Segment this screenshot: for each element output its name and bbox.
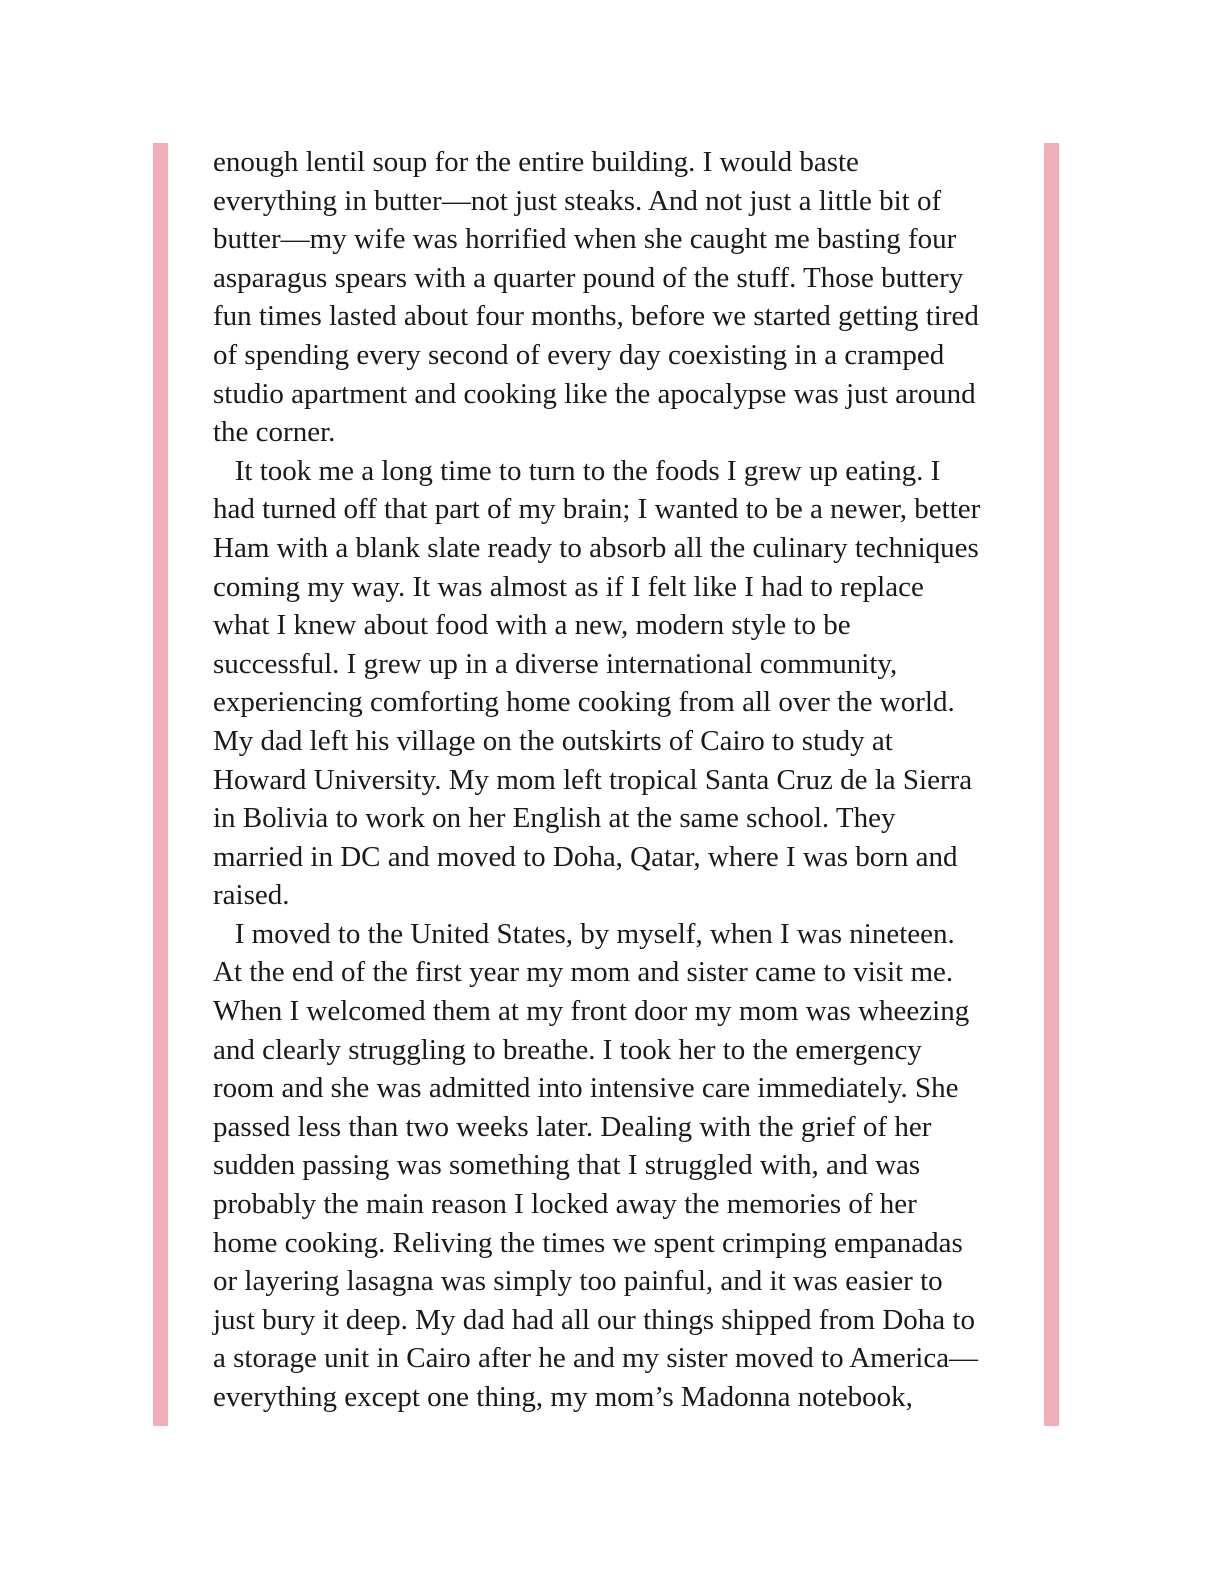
text-line: and clearly struggling to breathe. I took her to the emergency — [213, 1033, 922, 1066]
text-line: enough lentil soup for the entire building. I would baste — [213, 146, 859, 178]
text-line: studio apartment and cooking like the apocalypse was just around — [213, 377, 976, 410]
text-line: room and she was admitted into intensive care immediately. She — [213, 1072, 959, 1105]
text-line: raised. — [213, 879, 290, 912]
text-line: sudden passing was something that I struggled with, and was — [213, 1149, 921, 1182]
text-line: passed less than two weeks later. Dealing with the grief of her — [213, 1110, 932, 1143]
text-line: My dad left his village on the outskirts of Cairo to study at — [213, 724, 893, 757]
text-line: asparagus spears with a quarter pound of the stuff. Those buttery — [213, 261, 964, 294]
text-line: coming my way. It was almost as if I felt like I had to replace — [213, 570, 924, 603]
text-line: had turned off that part of my brain; I wanted to be a newer, better — [213, 493, 981, 526]
text-line: married in DC and moved to Doha, Qatar, where I was born and — [213, 840, 958, 873]
text-line: probably the main reason I locked away the memories of her — [213, 1188, 917, 1221]
text-line: or layering lasagna was simply too painful, and it was easier to — [213, 1265, 943, 1298]
text-line: fun times lasted about four months, before we started getting tired — [213, 300, 979, 333]
text-line: everything except one thing, my mom’s Madonna notebook, — [213, 1381, 913, 1413]
text-line: the corner. — [213, 416, 336, 449]
text-line: Howard University. My mom left tropical Santa Cruz de la Sierra — [213, 763, 973, 796]
text-line: in Bolivia to work on her English at the same school. They — [213, 802, 896, 835]
text-line: home cooking. Reliving the times we spent crimping empanadas — [213, 1226, 963, 1259]
text-line: It took me a long time to turn to the foods I grew up eating. I — [213, 454, 941, 487]
text-line: experiencing comforting home cooking from all over the world. — [213, 686, 955, 719]
text-line: everything in butter—not just steaks. And not just a little bit of — [213, 184, 942, 217]
text-line: I moved to the United States, by myself, when I was nineteen. — [213, 917, 955, 950]
text-line: At the end of the first year my mom and sister came to visit me. — [213, 956, 954, 989]
text-line: what I knew about food with a new, modern style to be — [213, 609, 851, 642]
text-line: of spending every second of every day coexisting in a cramped — [213, 338, 945, 371]
text-line: a storage unit in Cairo after he and my sister moved to America— — [213, 1342, 979, 1375]
page-body-text — [213, 143, 1003, 1417]
text-line: successful. I grew up in a diverse international community, — [213, 647, 898, 680]
text-line: When I welcomed them at my front door my mom was wheezing — [213, 995, 970, 1028]
right-margin-bar — [1044, 143, 1059, 1426]
text-line: just bury it deep. My dad had all our things shipped from Doha to — [213, 1303, 975, 1336]
text-line: Ham with a blank slate ready to absorb all the culinary techniques — [213, 531, 979, 564]
text-line: butter—my wife was horrified when she caught me basting four — [213, 223, 957, 256]
left-margin-bar — [153, 143, 168, 1426]
